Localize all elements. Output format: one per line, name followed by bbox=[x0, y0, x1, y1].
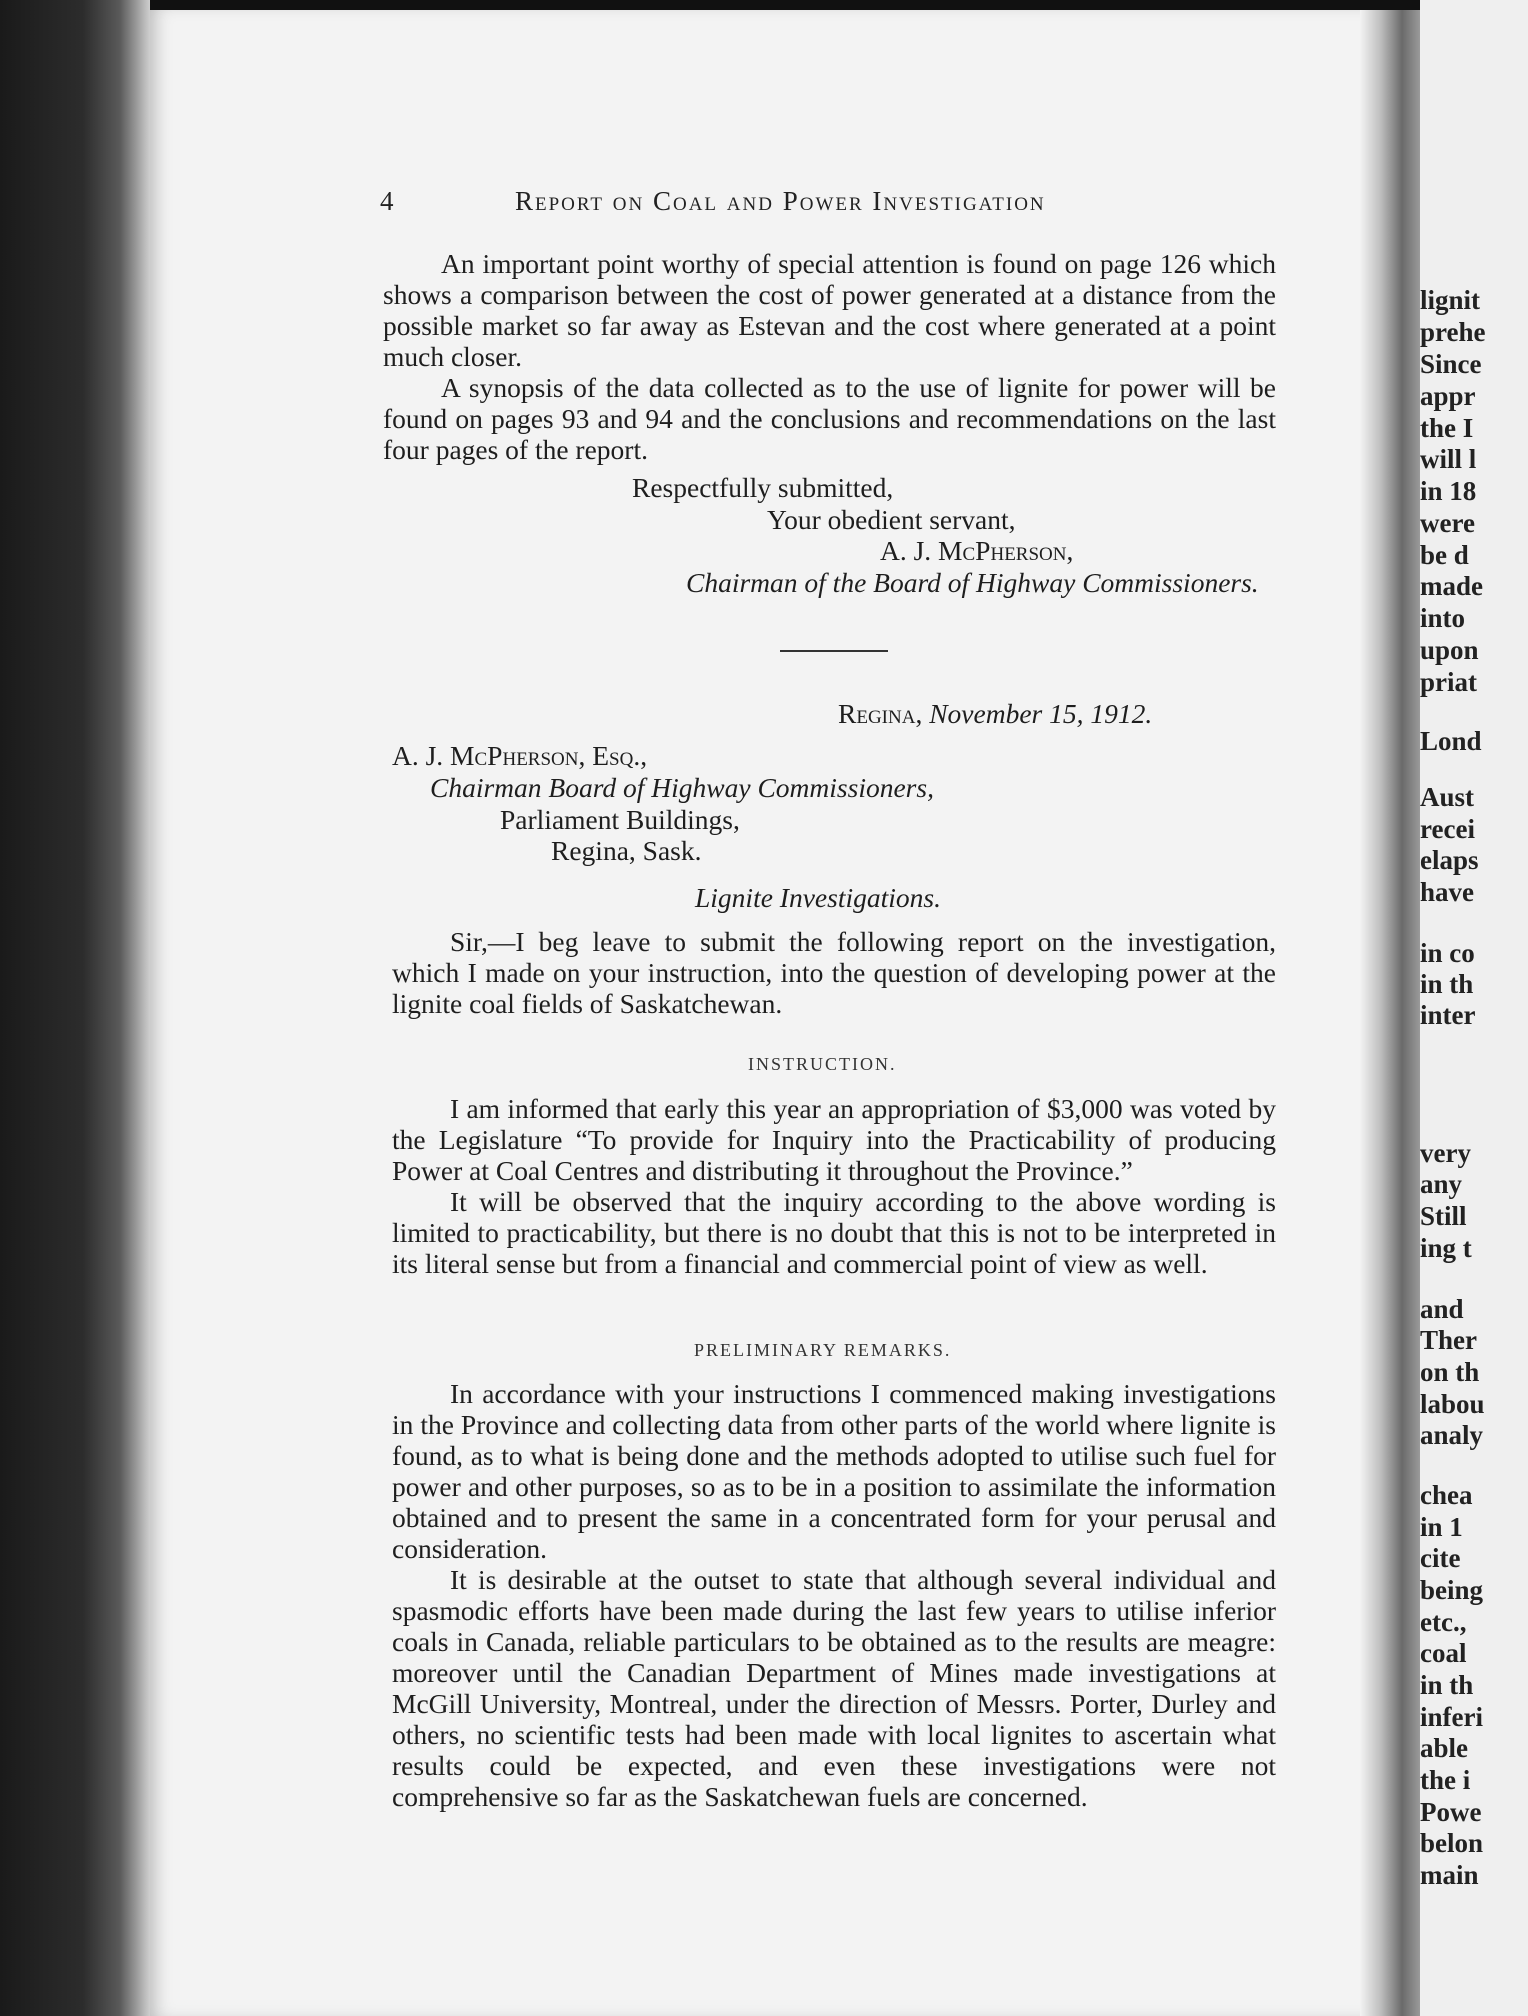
adjacent-page-fragment: analy bbox=[1420, 1420, 1484, 1450]
adjacent-page-fragment: have bbox=[1420, 877, 1474, 907]
adjacent-page-fragment: in 18 bbox=[1420, 476, 1477, 506]
adjacent-page-fragment: elaps bbox=[1420, 845, 1479, 875]
adjacent-page-fragment: the i bbox=[1420, 1765, 1471, 1795]
adjacent-page-fragment: in th bbox=[1420, 1670, 1474, 1700]
adjacent-page-fragment: inferi bbox=[1420, 1702, 1483, 1732]
adjacent-page-fragment: in 1 bbox=[1420, 1512, 1463, 1542]
adjacent-page-fragment: main bbox=[1420, 1860, 1479, 1890]
adjacent-page-fragment: chea bbox=[1420, 1480, 1473, 1510]
intro-paragraph: An important point worthy of special attention is found on page 126 which shows a comparison between the cost of power generated at a distance from the possible market so far away as Estevan and the cost where generated at a point much closer. bbox=[383, 248, 1276, 372]
instruction-section bbox=[392, 1093, 1276, 1279]
adjacent-page-fragment: on th bbox=[1420, 1357, 1480, 1387]
preliminary-paragraph: It is desirable at the outset to state that although several individual and spasmodic efforts have been made during the last few years to utilise inferior coals in Canada, reliable particulars to be obtained as to the results are meagre: moreover until the Canadian Department of Mines made investigations at McGill University, Montreal, under the direction of Messrs. Porter, Durley and others, no scientific tests had been made with local lignites to ascertain what results could be expected, and even these investigations were not comprehensive so far as the Saskatchewan fuels are concerned. bbox=[392, 1564, 1276, 1812]
letter-subject: Lignite Investigations. bbox=[695, 882, 941, 913]
letter-dateline bbox=[838, 698, 1152, 730]
adjacent-page-fragment: Aust bbox=[1420, 782, 1475, 812]
section-heading: INSTRUCTION. bbox=[748, 1054, 897, 1074]
addressee-title: Chairman Board of Highway Commissioners, bbox=[430, 772, 934, 803]
adjacent-page-fragment: the I bbox=[1420, 413, 1474, 443]
signatory-name: A. J. McPherson, bbox=[880, 535, 1074, 566]
adjacent-page bbox=[1420, 0, 1528, 2016]
adjacent-page-fragment: recei bbox=[1420, 814, 1475, 844]
letter-place: Regina, bbox=[838, 698, 923, 729]
address-line: Parliament Buildings, bbox=[500, 804, 740, 835]
adjacent-page-fragment: any bbox=[1420, 1169, 1463, 1199]
intro-section bbox=[383, 248, 1276, 465]
letter-date: November 15, 1912. bbox=[929, 698, 1153, 729]
adjacent-page-fragment: ing t bbox=[1420, 1233, 1472, 1263]
adjacent-page-fragment: coal bbox=[1420, 1638, 1467, 1668]
instruction-paragraph: It will be observed that the inquiry according to the above wording is limited to practicability, but there is no doubt that this is not to be interpreted in its literal sense but from a financial and commercial point of view as well. bbox=[392, 1186, 1276, 1279]
adjacent-page-fragment: being bbox=[1420, 1575, 1484, 1605]
adjacent-page-fragment: priat bbox=[1420, 667, 1477, 697]
adjacent-page-fragment: in co bbox=[1420, 938, 1475, 968]
adjacent-page-fragment: etc., bbox=[1420, 1607, 1467, 1637]
salutation-section bbox=[392, 926, 1276, 1019]
adjacent-page-fragment: be d bbox=[1420, 540, 1469, 570]
running-title: Report on Coal and Power Investigation bbox=[515, 186, 1046, 216]
adjacent-page-fragment: appr bbox=[1420, 381, 1476, 411]
address-line: Regina, Sask. bbox=[551, 835, 702, 866]
adjacent-page-fragment: very bbox=[1420, 1138, 1471, 1168]
adjacent-page-fragment: made bbox=[1420, 571, 1483, 601]
servant-line: Your obedient servant, bbox=[767, 504, 1016, 535]
adjacent-page-fragment: were bbox=[1420, 508, 1475, 538]
section-heading: PRELIMINARY REMARKS. bbox=[694, 1340, 952, 1360]
salutation-paragraph: Sir,—I beg leave to submit the following report on the investigation, which I made on your instruction, into the question of developing power at the lignite coal fields of Saskatchewan. bbox=[392, 926, 1276, 1019]
adjacent-page-fragment: Still bbox=[1420, 1201, 1467, 1231]
adjacent-page-fragment: Lond bbox=[1420, 726, 1482, 756]
intro-paragraph: A synopsis of the data collected as to the use of lignite for power will be found on pages 93 and 94 and the conclusions and recommendations on the last four pages of the report. bbox=[383, 372, 1276, 465]
adjacent-page-fragment: Since bbox=[1420, 349, 1482, 379]
divider bbox=[780, 650, 888, 652]
adjacent-page-fragment: belon bbox=[1420, 1828, 1484, 1858]
adjacent-page-fragment: inter bbox=[1420, 1000, 1476, 1030]
page-number: 4 bbox=[380, 186, 395, 216]
page-edge bbox=[1360, 10, 1420, 2016]
adjacent-page-fragment: and bbox=[1420, 1294, 1464, 1324]
adjacent-page-fragment: cite bbox=[1420, 1543, 1461, 1573]
adjacent-page-fragment: upon bbox=[1420, 635, 1479, 665]
closing: Respectfully submitted, bbox=[632, 472, 894, 503]
adjacent-page-fragment: prehe bbox=[1420, 317, 1486, 347]
instruction-paragraph: I am informed that early this year an appropriation of $3,000 was voted by the Legislature “To provide for Inquiry into the Practicability of producing Power at Coal Centres and distributing it throughout the Province.” bbox=[392, 1093, 1276, 1186]
adjacent-page-fragment: Ther bbox=[1420, 1325, 1477, 1355]
adjacent-page-fragment: able bbox=[1420, 1733, 1469, 1763]
adjacent-page-fragment: will l bbox=[1420, 444, 1477, 474]
adjacent-page-fragment: labou bbox=[1420, 1389, 1485, 1419]
preliminary-paragraph: In accordance with your instructions I commenced making investigations in the Province and collecting data from other parts of the world where lignite is found, as to what is being done and the methods adopted to utilise such fuel for power and other purposes, so as to be in a position to assimilate the information obtained and to present the same in a concentrated form for your perusal and consideration. bbox=[392, 1378, 1276, 1564]
book-binding bbox=[0, 0, 150, 2016]
adjacent-page-fragment: lignit bbox=[1420, 285, 1481, 315]
preliminary-section bbox=[392, 1378, 1276, 1812]
adjacent-page-fragment: into bbox=[1420, 603, 1466, 633]
adjacent-page-fragment: in th bbox=[1420, 969, 1474, 999]
signatory-title: Chairman of the Board of Highway Commissioners. bbox=[686, 567, 1259, 598]
adjacent-page-fragment: Powe bbox=[1420, 1797, 1482, 1827]
addressee-name: A. J. McPherson, Esq., bbox=[392, 740, 648, 771]
